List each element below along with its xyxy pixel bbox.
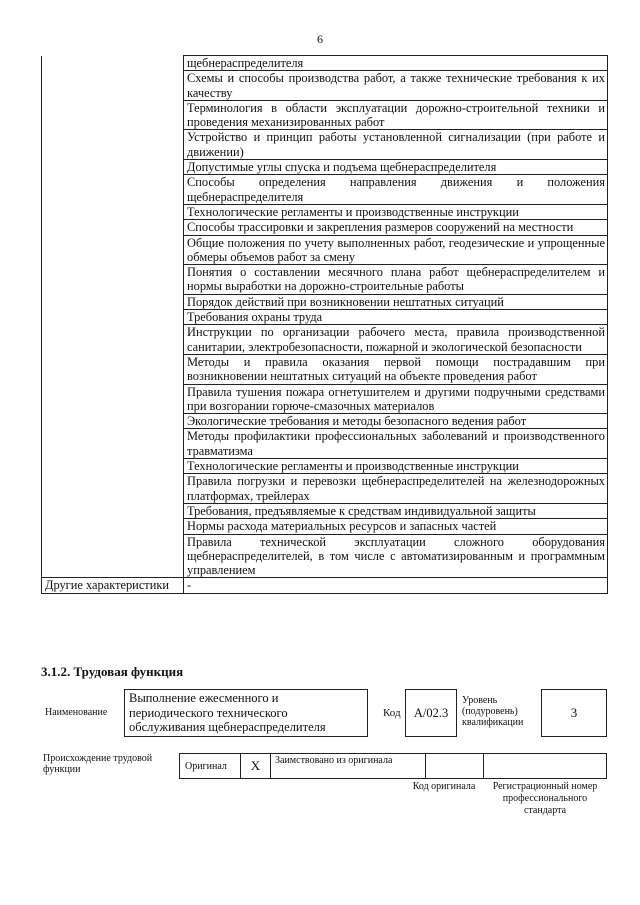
knowledge-item: Экологические требования и методы безопасного ведения работ: [184, 414, 608, 429]
knowledge-item: Требования охраны труда: [184, 310, 608, 325]
knowledge-row-left-cell: [42, 265, 184, 295]
knowledge-item: Правила погрузки и перевозки щебнераспределителей на железнодорожных платформах, трейлерах: [184, 474, 608, 504]
borrowed-label-cell: [271, 754, 426, 778]
knowledge-row: [42, 534, 608, 578]
borrowed-label: Заимствовано из оригинала: [275, 755, 393, 766]
knowledge-row-left-cell: [42, 235, 184, 265]
registration-number-caption: Регистрационный номер профессионального стандарта: [492, 781, 598, 816]
knowledge-row-left-cell: [42, 414, 184, 429]
knowledge-item: Требования, предъявляемые к средствам индивидуальной защиты: [184, 503, 608, 518]
knowledge-item: Общие положения по учету выполненных работ, геодезические и упрощенные обмеры объемов работ за смену: [184, 235, 608, 265]
knowledge-item: Правила тушения пожара огнетушителем и другими подручными средствами при возгорании горюче-смазочных материалов: [184, 384, 608, 414]
knowledge-row: [42, 474, 608, 504]
knowledge-row-left-cell: [42, 325, 184, 355]
knowledge-row: [42, 354, 608, 384]
knowledge-row: [42, 414, 608, 429]
knowledge-row: [42, 265, 608, 295]
necessary-knowledge-table: [41, 55, 608, 594]
knowledge-row-left-cell: [42, 503, 184, 518]
other-characteristics-row: [42, 578, 608, 593]
knowledge-row-left-cell: [42, 71, 184, 101]
knowledge-row: [42, 175, 608, 205]
knowledge-row: [42, 325, 608, 355]
knowledge-item: Понятия о составлении месячного плана работ щебнераспределителем и нормы выработки на дорожно-строительные работы: [184, 265, 608, 295]
section-heading: 3.1.2. Трудовая функция: [41, 664, 184, 679]
knowledge-row: [42, 235, 608, 265]
knowledge-item: Методы профилактики профессиональных заболеваний и производственного травматизма: [184, 429, 608, 459]
knowledge-item: Допустимые углы спуска и подъема щебнераспределителя: [184, 160, 608, 175]
original-code-caption: Код оригинала: [412, 781, 476, 792]
origin-table: [179, 753, 607, 779]
knowledge-item: Методы и правила оказания первой помощи пострадавшим при возникновении нештатных ситуаций на объекте проведения работ: [184, 354, 608, 384]
knowledge-item: Технологические регламенты и производственные инструкции: [184, 459, 608, 474]
function-name-field: Выполнение ежесменного и периодического технического обслуживания щебнераспределителя: [124, 689, 368, 737]
original-mark-cell: [241, 754, 271, 778]
knowledge-item: Схемы и способы производства работ, а также технические требования к их качеству: [184, 71, 608, 101]
knowledge-row-left-cell: [42, 204, 184, 219]
knowledge-row-left-cell: [42, 56, 184, 71]
knowledge-table-body: [42, 56, 608, 578]
qualification-level-label: Уровень (подуровень) квалификации: [462, 695, 524, 728]
knowledge-row-left-cell: [42, 294, 184, 309]
knowledge-item: Порядок действий при возникновении нештатных ситуаций: [184, 294, 608, 309]
knowledge-row-left-cell: [42, 354, 184, 384]
knowledge-item: Технологические регламенты и производственные инструкции: [184, 204, 608, 219]
knowledge-row: [42, 100, 608, 130]
code-label: Код: [383, 707, 401, 719]
knowledge-row: [42, 71, 608, 101]
knowledge-row-left-cell: [42, 384, 184, 414]
knowledge-row-left-cell: [42, 429, 184, 459]
registration-number-cell: [484, 754, 606, 778]
other-characteristics-label: Другие характеристики: [42, 578, 184, 593]
page-number: 6: [317, 32, 323, 46]
knowledge-item: щебнераспределителя: [184, 56, 608, 71]
knowledge-row-left-cell: [42, 220, 184, 235]
knowledge-row: [42, 459, 608, 474]
knowledge-row: [42, 160, 608, 175]
knowledge-item: Нормы расхода материальных ресурсов и запасных частей: [184, 519, 608, 534]
knowledge-row: [42, 294, 608, 309]
knowledge-item: Правила технической эксплуатации сложного оборудования щебнераспределителей, в том числе с автоматизированным и программным управлением: [184, 534, 608, 578]
knowledge-row-left-cell: [42, 130, 184, 160]
original-mark: X: [250, 758, 261, 773]
knowledge-row: [42, 519, 608, 534]
knowledge-row: [42, 503, 608, 518]
other-characteristics-value: -: [184, 578, 608, 593]
knowledge-row: [42, 429, 608, 459]
knowledge-item: Терминология в области эксплуатации дорожно-строительной техники и проведения механизированных работ: [184, 100, 608, 130]
qualification-level-field: 3: [541, 689, 607, 737]
knowledge-row: [42, 310, 608, 325]
knowledge-row-left-cell: [42, 160, 184, 175]
knowledge-row: [42, 204, 608, 219]
knowledge-row-left-cell: [42, 474, 184, 504]
origin-label: Происхождение трудовой функции: [43, 753, 153, 775]
knowledge-row-left-cell: [42, 310, 184, 325]
knowledge-row-left-cell: [42, 459, 184, 474]
knowledge-item: Способы трассировки и закрепления размеров сооружений на местности: [184, 220, 608, 235]
function-code-field: A/02.3: [405, 689, 457, 737]
knowledge-row: [42, 220, 608, 235]
function-name-label: Наименование: [45, 707, 108, 718]
knowledge-row-left-cell: [42, 519, 184, 534]
knowledge-item: Способы определения направления движения и положения щебнераспределителя: [184, 175, 608, 205]
original-label-cell: [180, 754, 241, 778]
knowledge-row: [42, 130, 608, 160]
knowledge-row: [42, 56, 608, 71]
knowledge-item: Устройство и принцип работы установленной сигнализации (при работе и движении): [184, 130, 608, 160]
knowledge-row: [42, 384, 608, 414]
original-label: Оригинал: [185, 761, 227, 772]
knowledge-item: Инструкции по организации рабочего места, правила производственной санитарии, электробезопасности, пожарной и экологической безопасности: [184, 325, 608, 355]
knowledge-row-left-cell: [42, 534, 184, 578]
original-code-cell: [426, 754, 484, 778]
knowledge-row-left-cell: [42, 175, 184, 205]
knowledge-row-left-cell: [42, 100, 184, 130]
